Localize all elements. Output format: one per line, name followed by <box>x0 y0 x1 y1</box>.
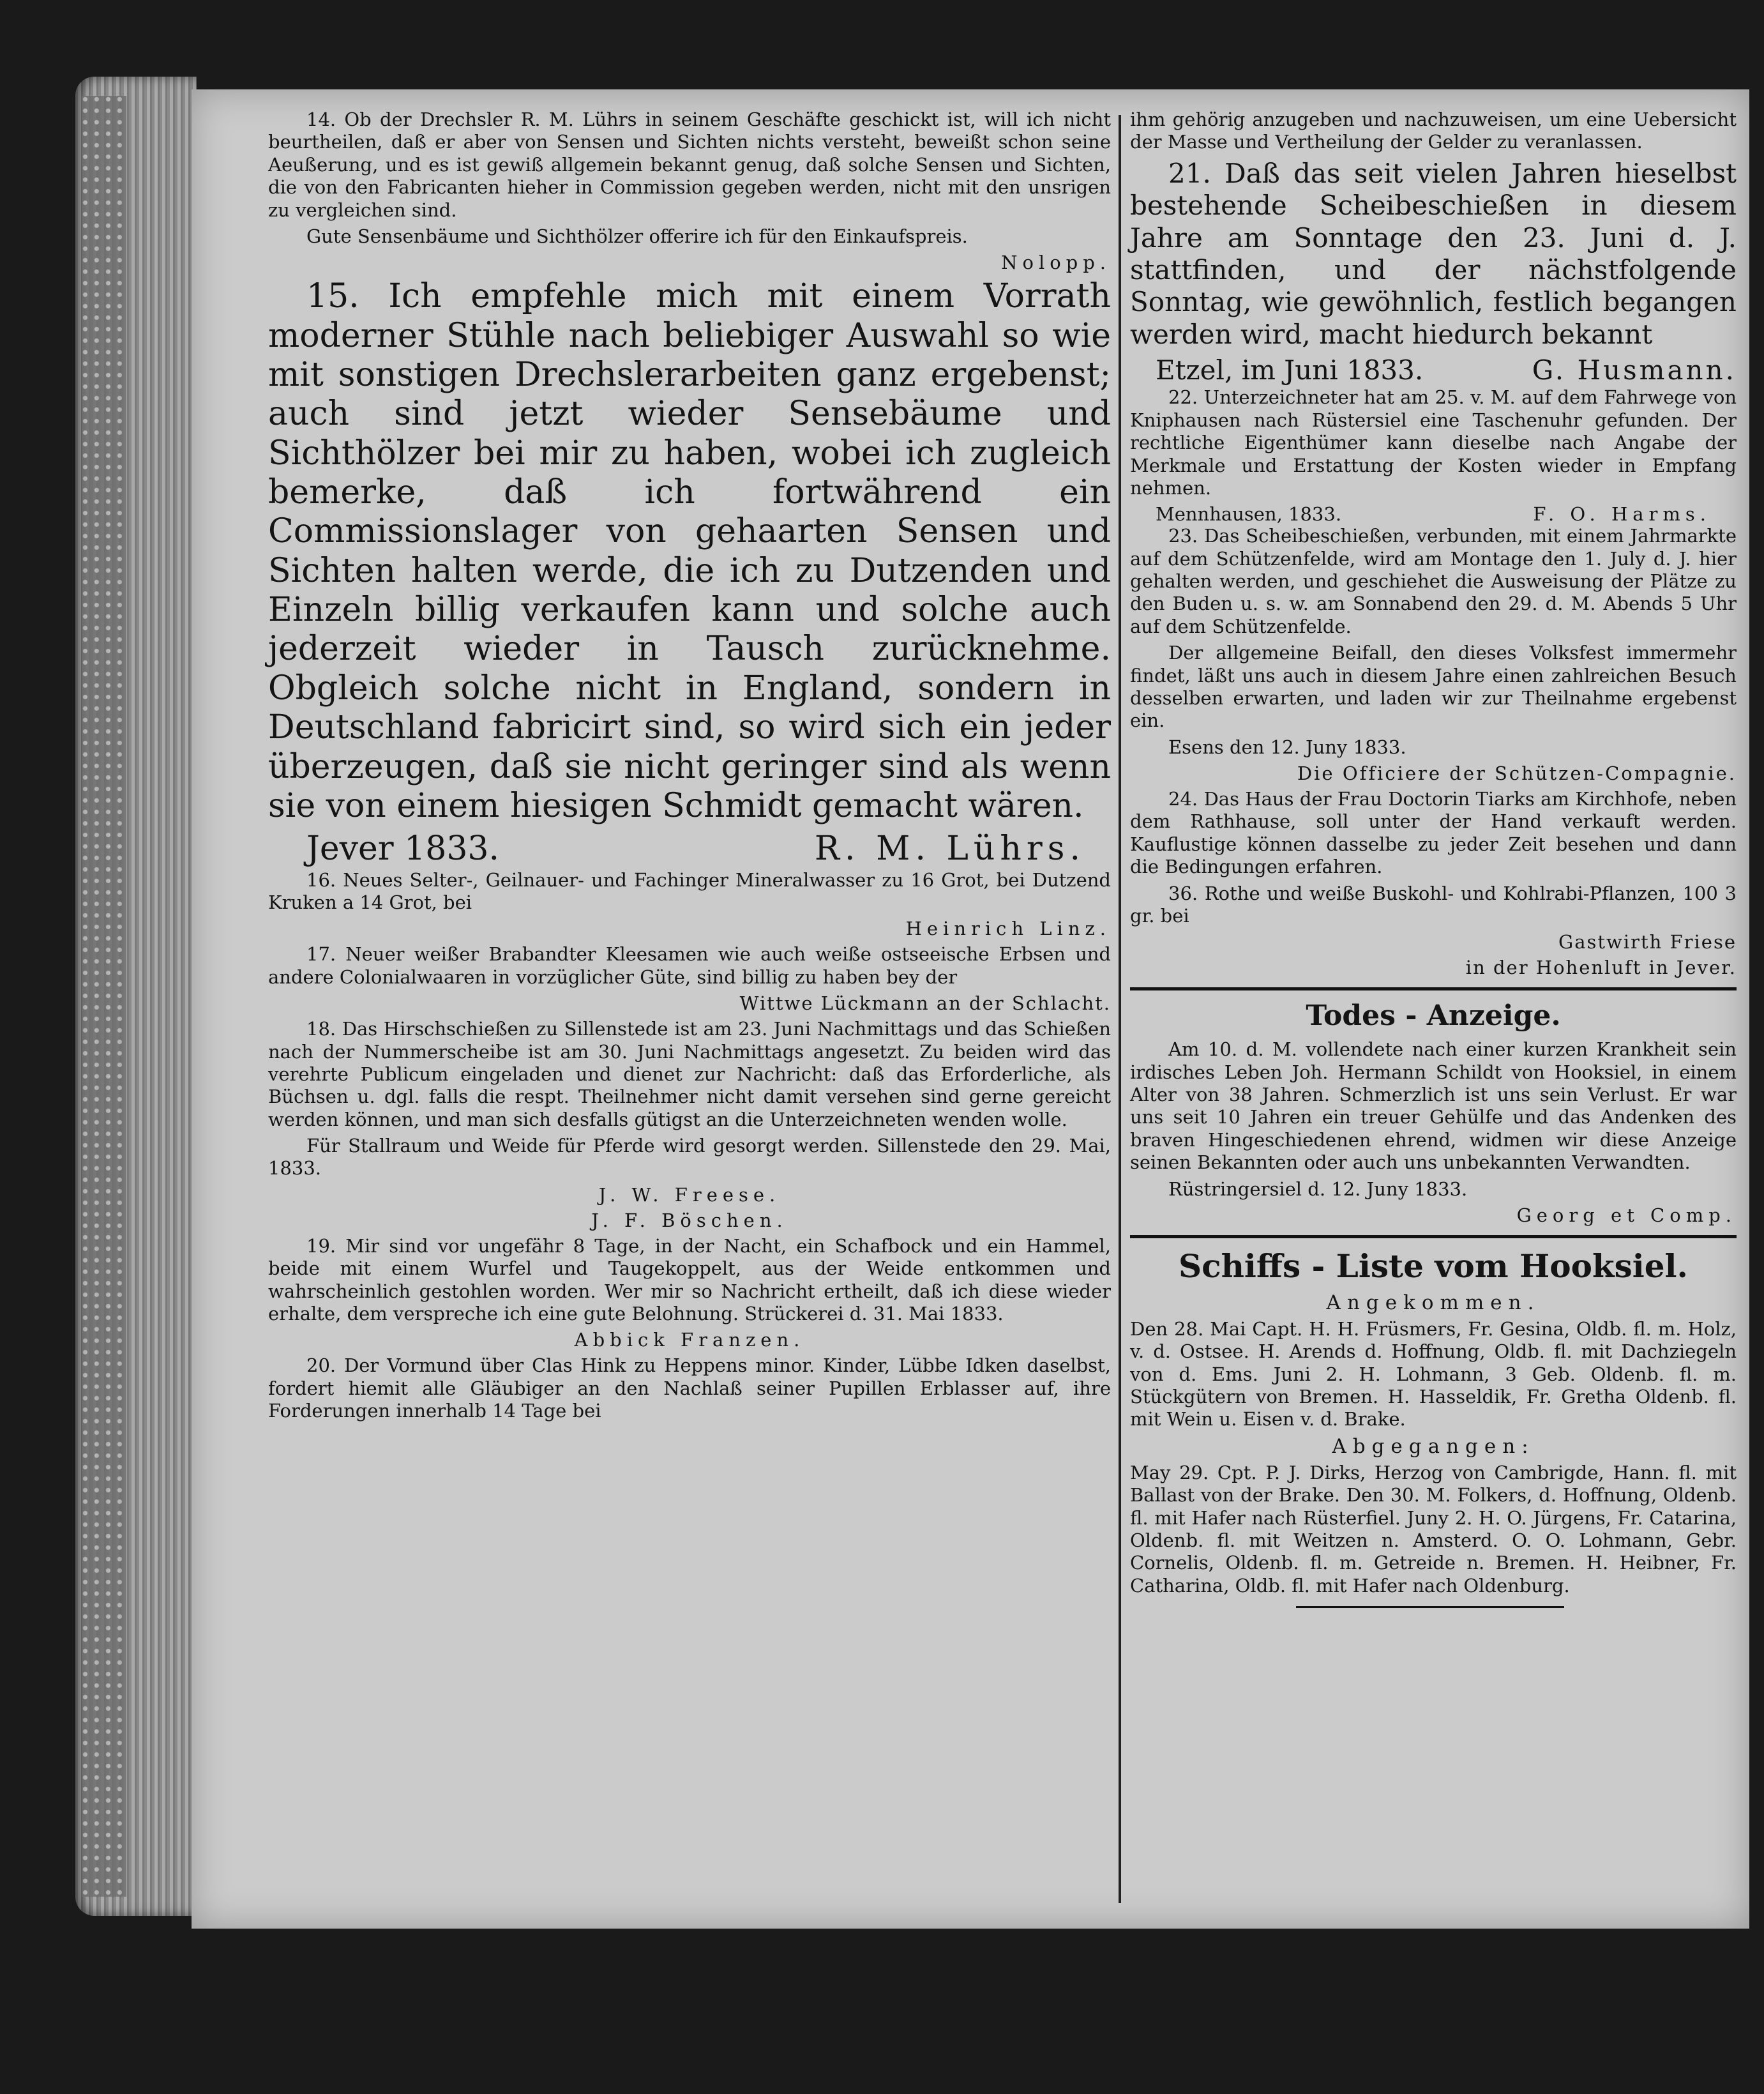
ad-14-signature: Nolopp. <box>1001 252 1111 274</box>
ad-15-place: Jever 1833. <box>306 830 500 869</box>
ad-36-signature-2: in der Hohenluft in Jever. <box>1465 957 1737 979</box>
left-column <box>268 109 1111 1426</box>
ad-21-place: Etzel, im Juni 1833. <box>1156 354 1424 386</box>
ad-21-signature: G. Husmann. <box>1532 354 1737 386</box>
ad-23-text-2: Der allgemeine Beifall, den dieses Volksfest immermehr findet, läßt uns auch in diesem Jahre einen zahlreichen Besuch desselben erwarten, und laden wir zur Theilnahme ergebenst ein. <box>1130 642 1737 732</box>
ship-list-arrived-label: Angekommen. <box>1326 1291 1541 1314</box>
death-notice-text: Am 10. d. M. vollendete nach einer kurzen Krankheit sein irdisches Leben Joh. Hermann Schildt von Hooksiel, in einem Alter von 38 Jahren. Schmerzlich ist uns sein Verlust. Er war uns seit 10 Jahren ein treuer Gehülfe und das Andenken des braven Hingeschiedenen ehrend, widmen wir diese Anzeige seinen Bekannten oder auch uns unbekannten Verwandten. <box>1130 1038 1737 1174</box>
ad-24-text: 24. Das Haus der Frau Doctorin Tiarks am Kirchhofe, neben dem Rathhause, soll unter der Hand verkauft werden. Kauflustige können dasselbe zu jeder Zeit besehen und dann die Bedingungen erfahren. <box>1130 788 1737 878</box>
ad-36-signature-1: Gastwirth Friese <box>1558 931 1737 953</box>
ad-22-footer <box>1130 503 1737 525</box>
death-notice-signature: Georg et Comp. <box>1516 1204 1737 1226</box>
end-rule <box>1296 1606 1564 1608</box>
ship-list-departed-text: May 29. Cpt. P. J. Dirks, Herzog von Cambrigde, Hann. fl. mit Ballast von der Brake. Den 30. M. Folkers, d. Hoffnung, Oldenb. fl. mit Hafer nach Rüsterfiel. Juny 2. H. O. Jürgens, Fr. Catarina, Oldenb. fl. mit Weitzen n. Amsterd. O. O. Lohmann, Gebr. Cornelis, Oldenb. fl. m. Getreide n. Bremen. H. Heibner, Fr. Catharina, Oldb. fl. mit Hafer nach Oldenburg. <box>1130 1461 1737 1597</box>
ship-list-heading: Schiffs - Liste vom Hooksiel. <box>1179 1247 1688 1285</box>
ad-20-continuation: ihm gehörig anzugeben und nachzuweisen, um eine Uebersicht der Masse und Vertheilung der Gelder zu veranlassen. <box>1130 109 1737 153</box>
death-notice-place: Rüstringersiel d. 12. Juny 1833. <box>1168 1178 1468 1200</box>
ad-19-text: 19. Mir sind vor ungefähr 8 Tage, in der Nacht, ein Schafbock und ein Hammel, beide mit einem Wurfel und Taugekoppelt, aus der Weide entkommen und wahrscheinlich gestohlen worden. Wer mir so Nachricht ertheilt, daß ich diese wieder erhalte, dem verspreche ich eine gute Belohnung. Strückerei d. 31. Mai 1833. <box>268 1234 1111 1324</box>
ad-16-text: 16. Neues Selter-, Geilnauer- und Fachinger Mineralwasser zu 16 Grot, bei Dutzend Kruken a 14 Grot, bei <box>268 869 1111 914</box>
section-rule <box>1130 987 1737 990</box>
ad-17-signature: Wittwe Lückmann an der Schlacht. <box>739 992 1111 1015</box>
right-column <box>1130 109 1737 1617</box>
ad-22-place: Mennhausen, 1833. <box>1156 503 1342 526</box>
ad-15-footer <box>268 830 1111 869</box>
book-spine <box>75 77 197 1916</box>
ad-18-signature-1: J. W. Freese. <box>598 1183 781 1206</box>
ad-18-text: 18. Das Hirschschießen zu Sillenstede ist am 23. Juni Nachmittags und das Schießen nach der Nummerscheibe ist am 30. Juni Nachmittags angesetzt. Zu beiden wird das verehrte Publicum eingeladen und dienet zur Nachricht: daß das Erforderliche, als Büchsen u. dgl. falls die respt. Theilnehmer nicht damit versehen sind gerne gereicht werden können, und man sich desfalls gütigst an die Unterzeichneten wenden wolle. <box>268 1018 1111 1130</box>
ad-16-signature: Heinrich Linz. <box>905 918 1111 940</box>
ad-21-text: 21. Daß das seit vielen Jahren hieselbst bestehende Scheibeschießen in diesem Jahre am Sonntage den 23. Juni d. J. stattfinden, und der nächstfolgende Sonntag, wie gewöhnlich, festlich begangen werden wird, macht hiedurch bekannt <box>1130 157 1737 350</box>
ad-19-signature: Abbick Franzen. <box>574 1329 805 1351</box>
ad-18-signature-2: J. F. Böschen. <box>591 1209 788 1231</box>
ad-36-text: 36. Rothe und weiße Buskohl- und Kohlrabi-Pflanzen, 100 3 gr. bei <box>1130 882 1737 927</box>
ad-17-text: 17. Neuer weißer Brabandter Kleesamen wie auch weiße ostseeische Erbsen und andere Colonialwaaren in vorzüglicher Güte, sind billig zu haben bey der <box>268 943 1111 988</box>
ad-14-text-2: Gute Sensenbäume und Sichthölzer offerire ich für den Einkaufspreis. <box>306 225 968 247</box>
ad-21-footer <box>1130 354 1737 386</box>
ad-18-text-2: Für Stallraum und Weide für Pferde wird gesorgt werden. Sillenstede den 29. Mai, 1833. <box>268 1135 1111 1180</box>
column-divider <box>1119 115 1121 1903</box>
ad-22-signature: F. O. Harms. <box>1533 503 1711 526</box>
ship-list-arrived-text: Den 28. Mai Capt. H. H. Früsmers, Fr. Gesina, Oldb. fl. m. Holz, v. d. Ostsee. H. Arends d. Hoffnung, Oldb. fl. mit Dachziegeln von d. Ems. Juni 2. H. Lohmann, 3 Geb. Oldenb. fl. m. Stückgütern von Bremen. H. Hasseldik, Fr. Gretha Oldenb. fl. mit Wein u. Eisen v. d. Brake. <box>1130 1317 1737 1430</box>
ad-23-text: 23. Das Scheibeschießen, verbunden, mit einem Jahrmarkte auf dem Schützenfelde, wird am Montage den 1. July d. J. hier gehalten werden, und geschiehet die Ausweisung der Plätze zu den Buden u. s. w. am Sonnabend den 29. d. M. Abends 5 Uhr auf dem Schützenfelde. <box>1130 525 1737 637</box>
section-rule <box>1130 1235 1737 1238</box>
ad-23-signature: Die Officiere der Schützen-Compagnie. <box>1297 762 1737 785</box>
ad-22-text: 22. Unterzeichneter hat am 25. v. M. auf dem Fahrwege von Kniphausen nach Rüstersiel eine Taschenuhr gefunden. Der rechtliche Eigenthümer kann dieselbe nach Angabe der Merkmale und Erstattung der Kosten wieder in Empfang nehmen. <box>1130 386 1737 499</box>
ad-15-text: 15. Ich empfehle mich mit einem Vorrath moderner Stühle nach beliebiger Auswahl so wie mit sonstigen Drechslerarbeiten ganz ergebenst; auch sind jetzt wieder Sensebäume und Sichthölzer bei mir zu haben, wobei ich zugleich bemerke, daß ich fortwährend ein Commissionslager von gehaarten Sensen und Sichten halten werde, die ich zu Dutzenden und Einzeln billig verkaufen kann und solche auch jederzeit wieder in Tausch zurücknehme. Obgleich solche nicht in England, sondern in Deutschland fabricirt sind, so wird sich ein jeder überzeugen, daß sie nicht geringer sind als wenn sie von einem hiesigen Schmidt gemacht wären. <box>268 277 1111 825</box>
ad-14-text: 14. Ob der Drechsler R. M. Lührs in seinem Geschäfte geschickt ist, will ich nicht beurtheilen, daß er aber von Sensen und Sichten nichts versteht, beweißt schon seine Aeußerung, und es ist gewiß allgemein bekannt genug, daß solche Sensen und Sichten, die von den Fabricanten hieher in Commission gegeben werden, nicht mit den unsrigen zu vergleichen sind. <box>268 109 1111 221</box>
ad-23-place: Esens den 12. Juny 1833. <box>1168 736 1406 758</box>
ad-20-text: 20. Der Vormund über Clas Hink zu Heppens minor. Kinder, Lübbe Idken daselbst, fordert hiemit alle Gläubiger an den Nachlaß seiner Pupillen Erblasser auf, ihre Forderungen innerhalb 14 Tage bei <box>268 1354 1111 1422</box>
death-notice-heading: Todes - Anzeige. <box>1306 999 1561 1033</box>
ship-list-departed-label: Abgegangen: <box>1332 1434 1535 1458</box>
ad-15-signature: R. M. Lührs. <box>814 830 1085 869</box>
